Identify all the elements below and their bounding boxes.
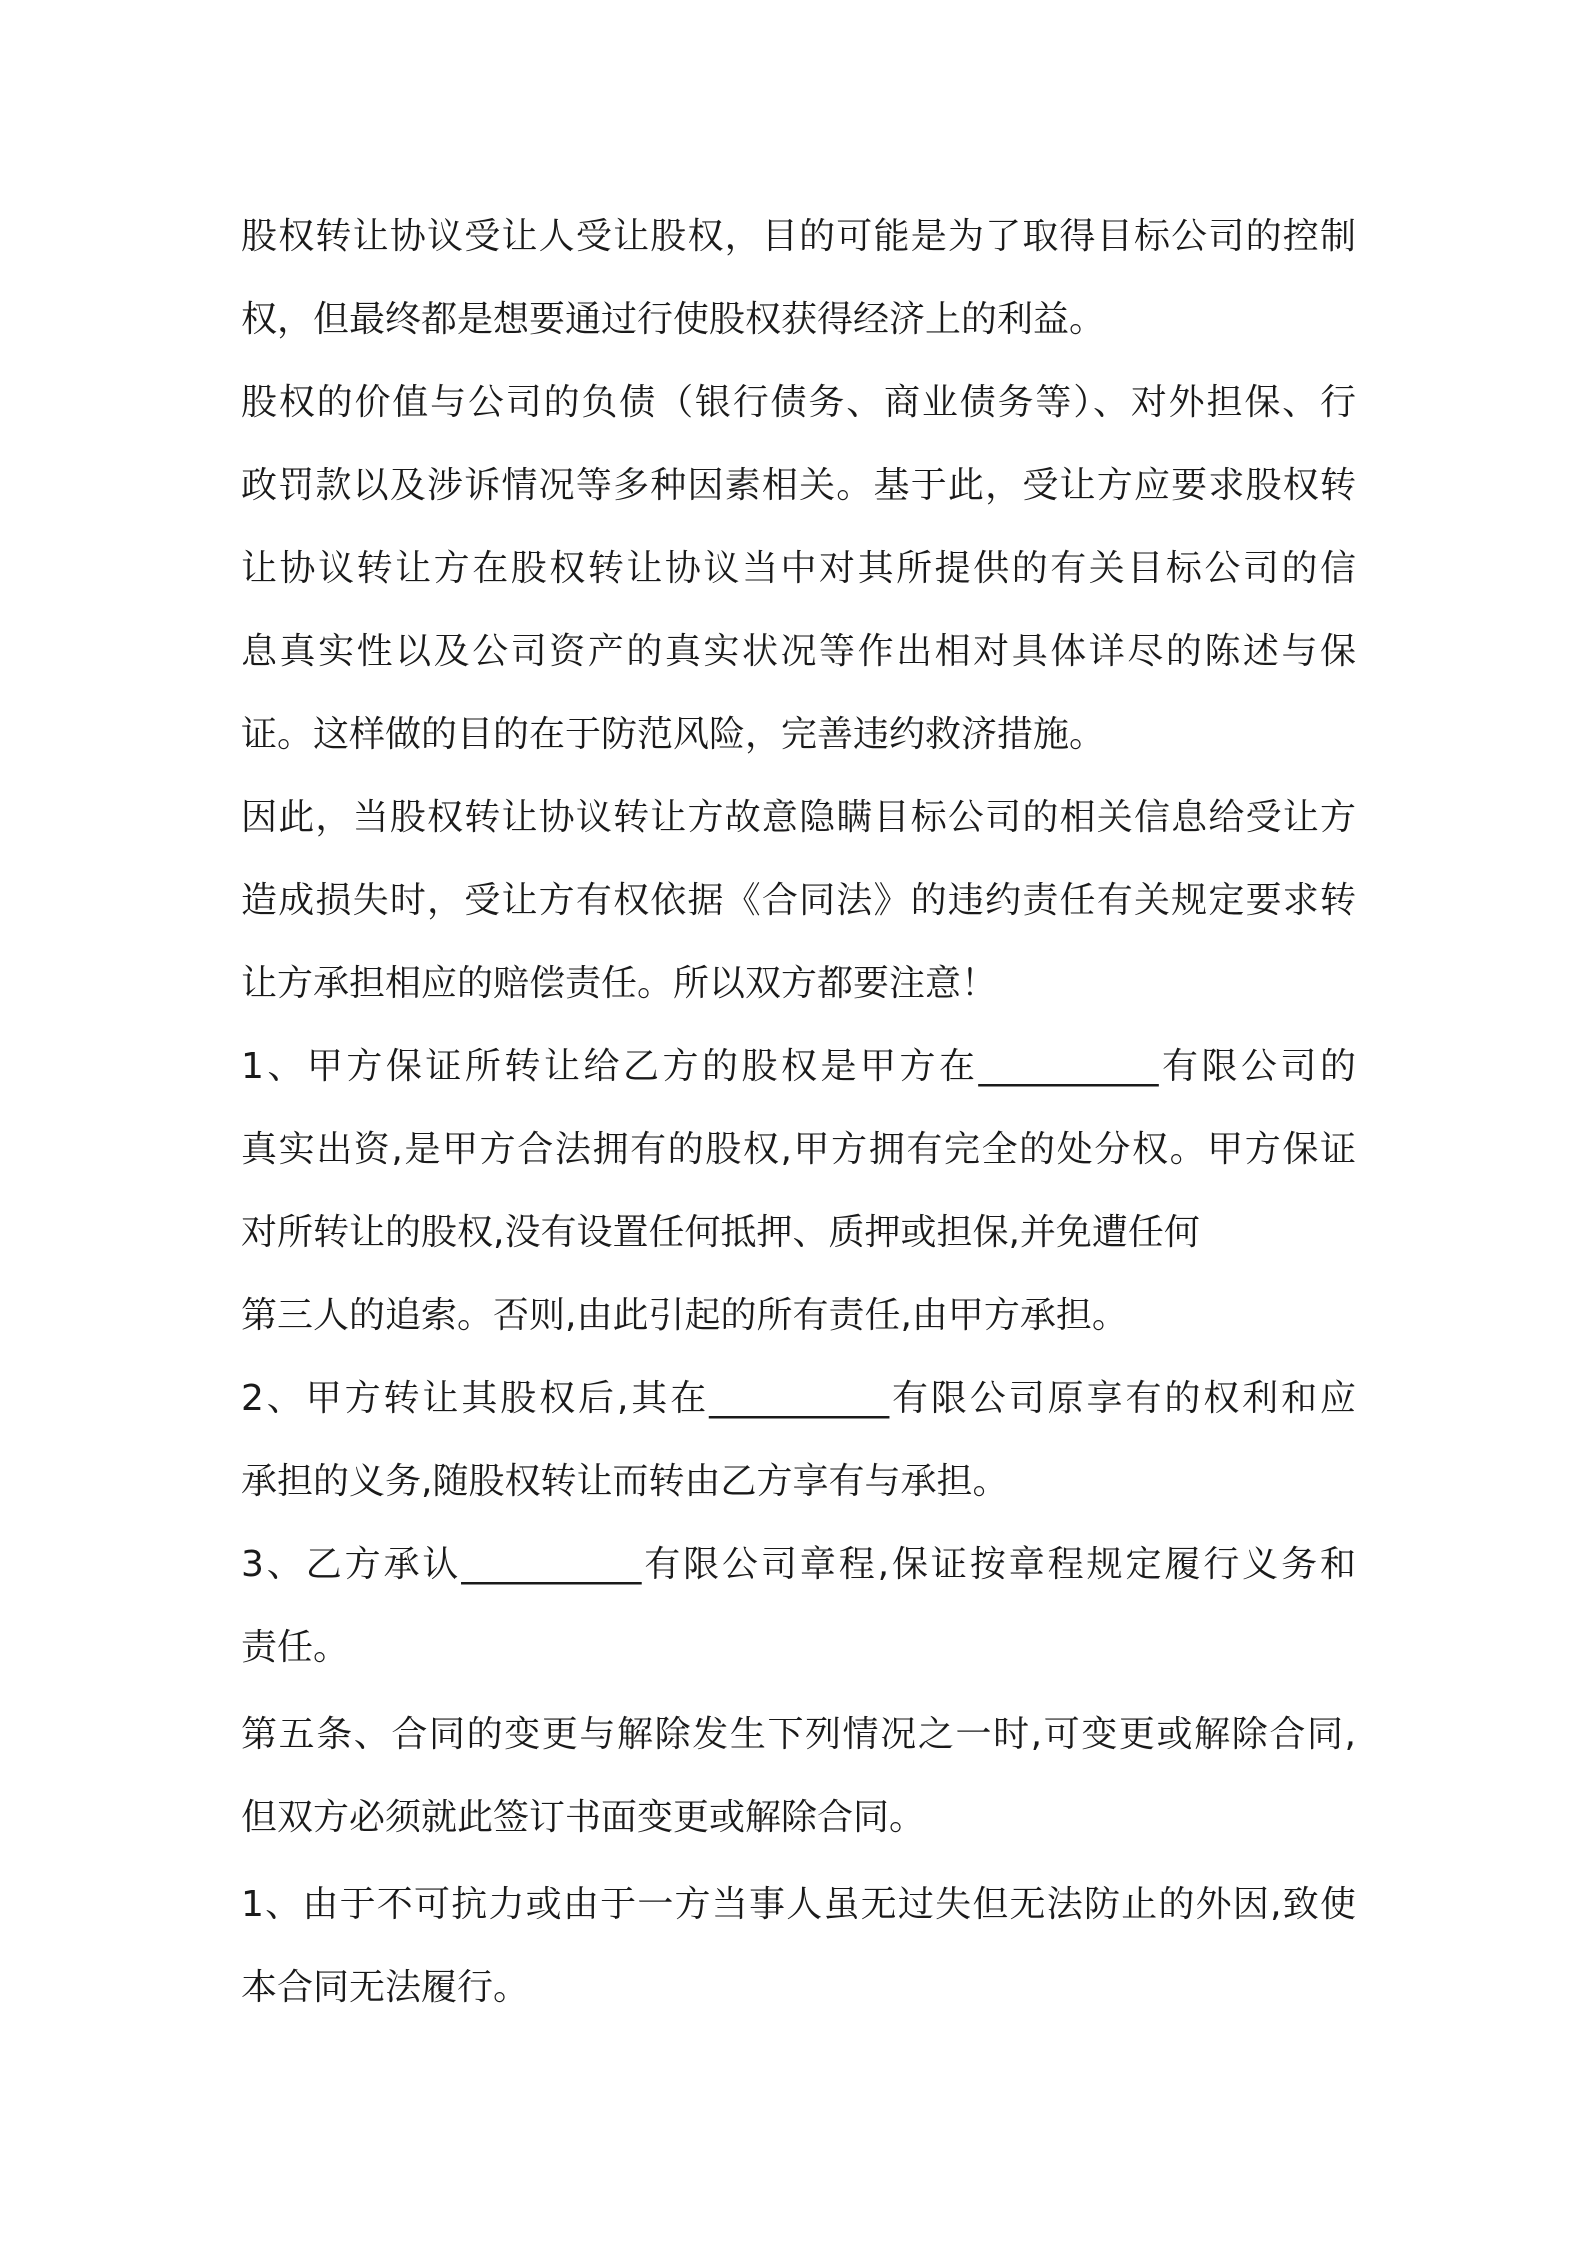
paragraph-1-line-2: 权，但最终都是想要通过行使股权获得经济上的利益。 [241, 299, 1106, 340]
article-5-line-2: 但双方必须就此签订书面变更或解除合同。 [241, 1797, 926, 1838]
clause-2-line-2: 承担的义务,随股权转让而转由乙方享有与承担。 [241, 1461, 1009, 1502]
article-5-clause-1-line-1: 1、由于不可抗力或由于一方当事人虽无过失但无法防止的外因,致使 [241, 1884, 1356, 1925]
clause-1-line-2: 真实出资,是甲方合法拥有的股权,甲方拥有完全的处分权。甲方保证 [241, 1129, 1356, 1170]
paragraph-2-line-4: 息真实性以及公司资产的真实状况等作出相对具体详尽的陈述与保 [241, 631, 1356, 672]
clause-1-line-1: 1、甲方保证所转让给乙方的股权是甲方在__________有限公司的 [241, 1046, 1356, 1087]
document-body [241, 195, 1356, 2029]
clause-1-line-4: 第三人的追索。否则,由此引起的所有责任,由甲方承担。 [241, 1295, 1128, 1336]
paragraph-3-line-2: 造成损失时，受让方有权依据《合同法》的违约责任有关规定要求转 [241, 880, 1356, 921]
paragraph-1-line-1: 股权转让协议受让人受让股权，目的可能是为了取得目标公司的控制 [241, 216, 1356, 257]
paragraph-2-line-2: 政罚款以及涉诉情况等多种因素相关。基于此，受让方应要求股权转 [241, 465, 1356, 506]
clause-1-line-3: 对所转让的股权,没有设置任何抵押、质押或担保,并免遭任何 [241, 1212, 1200, 1253]
article-5-clause-1-line-2: 本合同无法履行。 [241, 1967, 530, 2008]
clause-3-line-2: 责任。 [241, 1627, 350, 1668]
paragraph-2-line-5: 证。这样做的目的在于防范风险，完善违约救济措施。 [241, 714, 1106, 755]
paragraph-2-line-1: 股权的价值与公司的负债（银行债务、商业债务等）、对外担保、行 [241, 382, 1356, 423]
paragraph-3-line-3: 让方承担相应的赔偿责任。所以双方都要注意！ [241, 963, 998, 1004]
article-5-line-1: 第五条、合同的变更与解除发生下列情况之一时,可变更或解除合同, [241, 1714, 1356, 1755]
clause-3-line-1: 3、乙方承认__________有限公司章程,保证按章程规定履行义务和 [241, 1544, 1356, 1585]
paragraph-3-line-1: 因此，当股权转让协议转让方故意隐瞒目标公司的相关信息给受让方 [241, 797, 1356, 838]
clause-2-line-1: 2、甲方转让其股权后,其在__________有限公司原享有的权利和应 [241, 1378, 1356, 1419]
paragraph-2-line-3: 让协议转让方在股权转让协议当中对其所提供的有关目标公司的信 [241, 548, 1356, 589]
